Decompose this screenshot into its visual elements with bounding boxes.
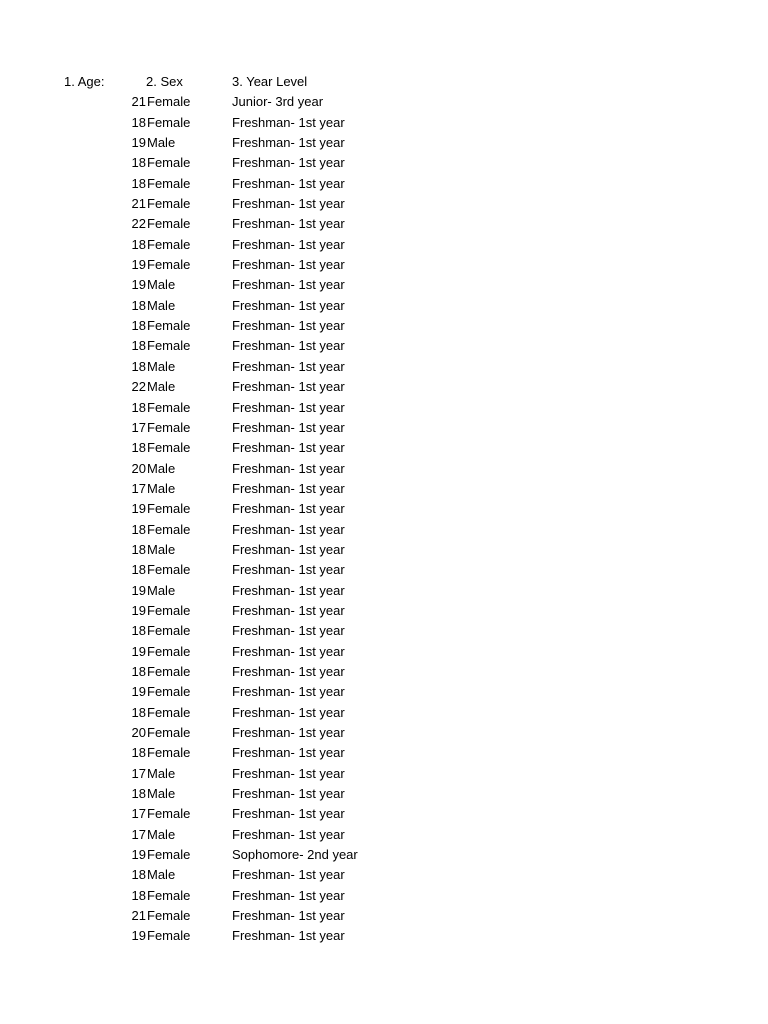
table-row — [0, 621, 768, 641]
age-cell: 19 — [131, 501, 146, 517]
table-row — [0, 459, 768, 479]
sex-cell: Female — [147, 94, 191, 110]
sex-cell: Female — [147, 602, 191, 618]
sex-cell: Female — [147, 704, 191, 720]
table-row — [0, 357, 768, 377]
sex-cell: Female — [147, 928, 191, 944]
year-level-cell: Freshman- 1st year — [232, 908, 345, 924]
sex-cell: Female — [147, 399, 191, 415]
sex-cell: Female — [147, 175, 191, 191]
sex-cell: Female — [147, 155, 191, 171]
year-level-cell: Freshman- 1st year — [232, 623, 345, 639]
table-row — [0, 662, 768, 682]
sex-cell: Male — [147, 480, 176, 496]
table-row — [0, 255, 768, 275]
sex-cell: Male — [147, 582, 176, 598]
sex-cell: Female — [147, 338, 191, 354]
table-row — [0, 845, 768, 865]
year-level-cell: Freshman- 1st year — [232, 928, 345, 944]
table-row — [0, 438, 768, 458]
table-row — [0, 540, 768, 560]
age-cell: 19 — [131, 277, 146, 293]
age-cell: 19 — [131, 684, 146, 700]
year-level-cell: Freshman- 1st year — [232, 196, 345, 212]
year-level-cell: Freshman- 1st year — [232, 806, 345, 822]
table-row — [0, 723, 768, 743]
year-level-cell: Freshman- 1st year — [232, 826, 345, 842]
table-row — [0, 560, 768, 580]
data-rows — [0, 92, 768, 946]
year-level-cell: Freshman- 1st year — [232, 765, 345, 781]
age-cell: 18 — [131, 704, 146, 720]
header-sex: 2. Sex — [146, 74, 183, 89]
table-row — [0, 520, 768, 540]
table-row — [0, 377, 768, 397]
year-level-cell: Freshman- 1st year — [232, 521, 345, 537]
age-cell: 19 — [131, 257, 146, 273]
year-level-cell: Freshman- 1st year — [232, 725, 345, 740]
year-level-cell: Freshman- 1st year — [232, 480, 345, 496]
table-row — [0, 804, 768, 824]
table-row — [0, 642, 768, 662]
age-cell: 18 — [131, 541, 146, 557]
year-level-cell: Sophomore- 2nd year — [232, 847, 358, 863]
sex-cell: Female — [147, 663, 191, 679]
age-cell: 19 — [131, 602, 146, 618]
table-row — [0, 316, 768, 336]
age-cell: 17 — [131, 806, 146, 822]
table-row — [0, 926, 768, 946]
sex-cell: Female — [147, 745, 191, 761]
age-cell: 19 — [131, 928, 146, 944]
sex-cell: Female — [147, 623, 191, 639]
table-row — [0, 133, 768, 153]
age-cell: 17 — [131, 419, 146, 435]
table-row — [0, 336, 768, 356]
table-row — [0, 499, 768, 519]
table-row — [0, 174, 768, 194]
year-level-cell: Freshman- 1st year — [232, 786, 345, 802]
age-cell: 17 — [131, 765, 146, 781]
table-row — [0, 398, 768, 418]
sex-cell: Female — [147, 318, 191, 334]
year-level-cell: Freshman- 1st year — [232, 460, 345, 476]
year-level-cell: Freshman- 1st year — [232, 663, 345, 679]
age-cell: 20 — [131, 725, 146, 740]
year-level-cell: Freshman- 1st year — [232, 867, 345, 883]
year-level-cell: Freshman- 1st year — [232, 643, 345, 659]
year-level-cell: Freshman- 1st year — [232, 704, 345, 720]
header-age: 1. Age: — [64, 74, 105, 89]
year-level-cell: Freshman- 1st year — [232, 135, 345, 151]
table-row — [0, 906, 768, 926]
sex-cell: Male — [147, 765, 176, 781]
year-level-cell: Freshman- 1st year — [232, 887, 345, 903]
year-level-cell: Freshman- 1st year — [232, 745, 345, 761]
table-row — [0, 601, 768, 621]
table-row — [0, 479, 768, 499]
age-cell: 17 — [131, 480, 146, 496]
year-level-cell: Freshman- 1st year — [232, 236, 345, 252]
age-cell: 18 — [131, 358, 146, 374]
age-cell: 18 — [131, 297, 146, 313]
year-level-cell: Freshman- 1st year — [232, 216, 345, 232]
year-level-cell: Freshman- 1st year — [232, 562, 345, 578]
table-row — [0, 743, 768, 763]
sex-cell: Female — [147, 216, 191, 232]
age-cell: 17 — [131, 826, 146, 842]
header-year-level: 3. Year Level — [232, 74, 308, 89]
age-cell: 21 — [131, 94, 146, 110]
year-level-cell: Freshman- 1st year — [232, 358, 345, 374]
table-row — [0, 235, 768, 255]
year-level-cell: Freshman- 1st year — [232, 379, 345, 395]
age-cell: 19 — [131, 847, 146, 863]
age-cell: 18 — [131, 175, 146, 191]
table-row — [0, 581, 768, 601]
age-cell: 18 — [131, 236, 146, 252]
age-cell: 21 — [131, 196, 146, 212]
year-level-cell: Freshman- 1st year — [232, 399, 345, 415]
table-row — [0, 418, 768, 438]
table-row — [0, 275, 768, 295]
table-row — [0, 113, 768, 133]
age-cell: 18 — [131, 745, 146, 761]
year-level-cell: Freshman- 1st year — [232, 440, 345, 456]
age-cell: 19 — [131, 582, 146, 598]
sex-cell: Male — [147, 358, 176, 374]
sex-cell: Female — [147, 806, 191, 822]
age-cell: 18 — [131, 562, 146, 578]
sex-cell: Female — [147, 887, 191, 903]
sex-cell: Female — [147, 684, 191, 700]
table-row — [0, 825, 768, 845]
table-row — [0, 784, 768, 804]
year-level-cell: Freshman- 1st year — [232, 297, 345, 313]
age-cell: 18 — [131, 155, 146, 171]
sex-cell: Male — [147, 867, 176, 883]
sex-cell: Female — [147, 562, 191, 578]
table-row — [0, 682, 768, 702]
table-row — [0, 703, 768, 723]
age-cell: 21 — [131, 908, 146, 924]
age-cell: 18 — [131, 114, 146, 130]
year-level-cell: Freshman- 1st year — [232, 155, 345, 171]
age-cell: 18 — [131, 521, 146, 537]
sex-cell: Male — [147, 786, 176, 802]
sex-cell: Female — [147, 908, 191, 924]
age-cell: 18 — [131, 887, 146, 903]
year-level-cell: Freshman- 1st year — [232, 318, 345, 334]
sex-cell: Male — [147, 541, 176, 557]
year-level-cell: Freshman- 1st year — [232, 257, 345, 273]
sex-cell: Male — [147, 460, 176, 476]
sex-cell: Female — [147, 196, 191, 212]
age-cell: 22 — [131, 216, 146, 232]
year-level-cell: Freshman- 1st year — [232, 684, 345, 700]
sex-cell: Male — [147, 379, 176, 395]
sex-cell: Female — [147, 501, 191, 517]
spreadsheet-page — [0, 72, 768, 947]
table-row — [0, 865, 768, 885]
age-cell: 20 — [131, 460, 146, 476]
sex-cell: Female — [147, 725, 191, 740]
table-row — [0, 214, 768, 234]
year-level-cell: Freshman- 1st year — [232, 582, 345, 598]
year-level-cell: Junior- 3rd year — [232, 94, 324, 110]
sex-cell: Male — [147, 297, 176, 313]
age-cell: 18 — [131, 623, 146, 639]
sex-cell: Male — [147, 135, 176, 151]
age-cell: 18 — [131, 663, 146, 679]
sex-cell: Male — [147, 826, 176, 842]
table-row — [0, 886, 768, 906]
table-row — [0, 764, 768, 784]
age-cell: 18 — [131, 338, 146, 354]
table-row — [0, 153, 768, 173]
age-cell: 18 — [131, 786, 146, 802]
sex-cell: Female — [147, 440, 191, 456]
age-cell: 18 — [131, 867, 146, 883]
age-cell: 18 — [131, 399, 146, 415]
year-level-cell: Freshman- 1st year — [232, 277, 345, 293]
sex-cell: Female — [147, 236, 191, 252]
age-cell: 18 — [131, 318, 146, 334]
sex-cell: Female — [147, 419, 191, 435]
table-row — [0, 296, 768, 316]
table-row — [0, 194, 768, 214]
table-row — [0, 92, 768, 112]
sex-cell: Female — [147, 257, 191, 273]
sex-cell: Female — [147, 847, 191, 863]
year-level-cell: Freshman- 1st year — [232, 501, 345, 517]
year-level-cell: Freshman- 1st year — [232, 419, 345, 435]
year-level-cell: Freshman- 1st year — [232, 541, 345, 557]
year-level-cell: Freshman- 1st year — [232, 175, 345, 191]
sex-cell: Female — [147, 114, 191, 130]
year-level-cell: Freshman- 1st year — [232, 338, 345, 354]
age-cell: 19 — [131, 643, 146, 659]
header-row — [0, 72, 768, 92]
age-cell: 18 — [131, 440, 146, 456]
age-cell: 19 — [131, 135, 146, 151]
age-cell: 22 — [131, 379, 146, 395]
sex-cell: Male — [147, 277, 176, 293]
sex-cell: Female — [147, 643, 191, 659]
year-level-cell: Freshman- 1st year — [232, 602, 345, 618]
sex-cell: Female — [147, 521, 191, 537]
year-level-cell: Freshman- 1st year — [232, 114, 345, 130]
